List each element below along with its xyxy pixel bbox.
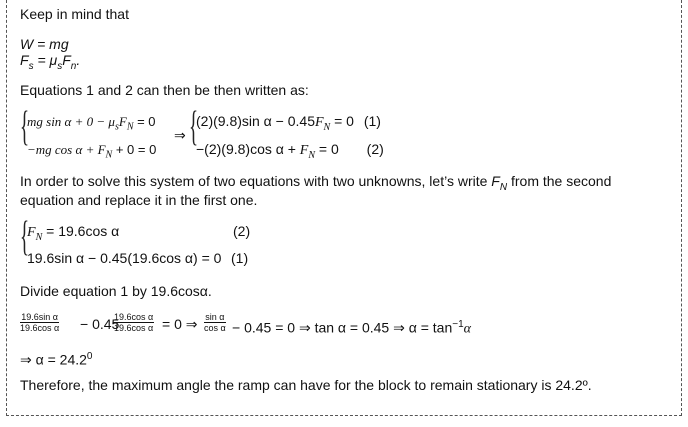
tan-solution: − 0.45 = 0 ⇒ tan α = 0.45 ⇒ $\alpha = \tan^{-1}\alpha$ xyxy=(232,319,471,337)
solve-intro-line2: equation and replace it in the first one. xyxy=(20,192,258,208)
left-brace-system1: { xyxy=(20,104,30,150)
left-brace-system2: { xyxy=(20,214,30,260)
system1-left-line2: −mg $\cos \alpha + F_N + 0 = 0$ xyxy=(27,142,157,161)
system2-line2-tag: (1) xyxy=(231,250,249,266)
equals-zero-arrow: = 0 ⇒ xyxy=(162,316,198,332)
system1-left-line1: mg $\sin \alpha + 0 - \mu_sF_N = 0$ xyxy=(27,114,156,133)
system2-line2: 19.6sin α − 0.45(19.6cos α) = 0 xyxy=(27,250,222,266)
system1-right-line1: (2)(9.8)sin $\alpha - 0.45F_N = 0$ (1) xyxy=(196,113,381,133)
solve-intro-line1: In order to solve this system of two equations with two unknowns, let’s write $F_N$ from the second xyxy=(20,173,612,193)
minus-coefficient: − 0.45 xyxy=(80,316,120,332)
implies-arrow: ⇒ xyxy=(174,127,186,143)
divide-text: Divide equation 1 by 19.6cosα. xyxy=(20,283,212,299)
weight-equation: W = mg xyxy=(20,36,69,52)
right-brace-system1: { xyxy=(189,104,199,150)
system2-line1: $F_N = 19.6\cos$ α xyxy=(27,223,120,243)
system1-right-line2: −(2)(9.8)cos $\alpha + F_N = 0$ (2) xyxy=(196,141,384,161)
fraction-cos-over-cos: $\frac{\text{19.6cos α}}{\text{19.6cos α}}$ xyxy=(114,312,154,333)
conclusion-text: Therefore, the maximum angle the ramp can have for the block to remain stationary is 24.2º. xyxy=(20,377,592,393)
fraction-sin-over-cos-short: $\frac{\text{sin α}}{\text{cos α}}$ xyxy=(204,312,226,333)
equations-intro: Equations 1 and 2 can then be then written as: xyxy=(20,82,309,98)
system2-line1-tag: (2) xyxy=(233,223,251,239)
friction-equation: $F_s = \mu_sF_n$. xyxy=(20,52,81,72)
intro-text: Keep in mind that xyxy=(20,6,129,22)
result-angle: ⇒ $\alpha = 24.2^0$ xyxy=(20,351,93,368)
fraction-sin-over-cos: $\frac{\text{19.6sin α}}{\text{19.6cos α}}$ xyxy=(20,312,60,333)
